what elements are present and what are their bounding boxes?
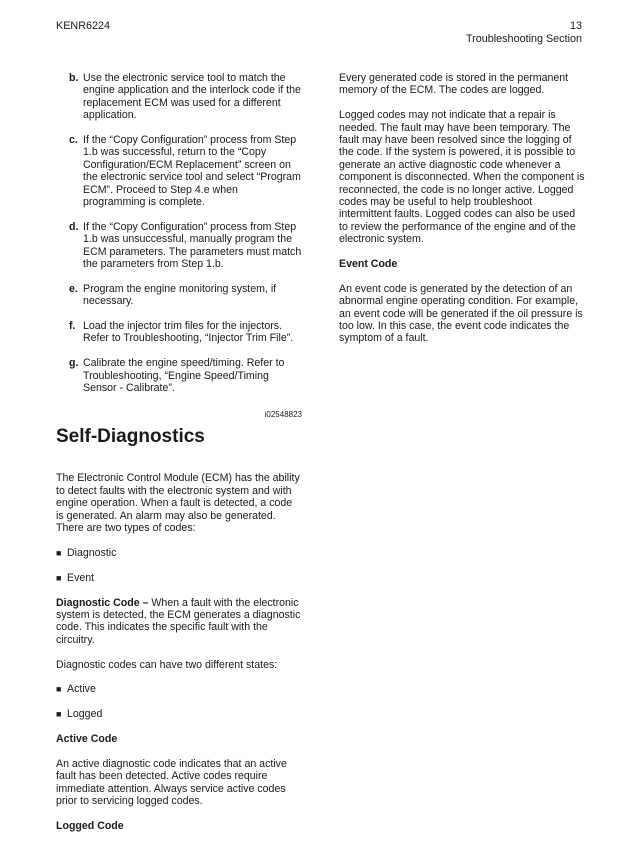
step-text: Program the engine monitoring system, if necessary. <box>83 282 277 308</box>
active-code-paragraph: An active diagnostic code indicates that an active fault has been detected. Active codes require immediate attention. Always service active codes prior to servicing logged codes. <box>56 757 287 807</box>
bullet-item <box>56 683 302 695</box>
step-b <box>56 72 302 122</box>
event-code-paragraph: An event code is generated by the detection of an abnormal engine operating condition. For example, an event code will be generated if the oil pressure is too low. In this case, the event code indicates the symptom of a fault. <box>339 282 583 345</box>
step-d <box>56 221 302 271</box>
logged-code-heading: Logged Code <box>56 819 124 832</box>
bullet-text: Event <box>67 571 95 584</box>
left-column <box>56 72 302 845</box>
step-label: b. <box>69 72 79 84</box>
event-code-heading: Event Code <box>339 258 398 271</box>
diagnostic-code-text: When a fault with the electronic system is detected, the ECM generates a diagnostic code. This indicates the specific fault with the circuitry. <box>56 596 301 646</box>
active-code-heading: Active Code <box>56 732 118 745</box>
step-label: c. <box>69 134 78 147</box>
step-label: g. <box>69 357 79 370</box>
bullet-item <box>56 547 302 559</box>
step-text: If the “Copy Configuration” process from Step 1.b was successful, return to the “Copy Configuration/ECM Replacement” screen on the electronic service tool and select “Program ECM”. Proceed to Step 4.e when programming is complete. <box>83 134 301 209</box>
step-f <box>56 320 302 345</box>
step-label: e. <box>69 282 78 295</box>
diagnostic-code-paragraph <box>56 597 302 647</box>
bullet-icon: ■ <box>56 709 62 720</box>
intro-paragraph: The Electronic Control Module (ECM) has the ability to detect faults with the electronic system and with engine operation. When a fault is detected, a code is generated. An alarm may also be generated. There are two types of codes: <box>56 472 300 535</box>
bullet-icon: ■ <box>56 572 62 583</box>
step-text: Load the injector trim files for the injectors. Refer to Troubleshooting, “Injector Trim File”. <box>83 320 294 345</box>
states-intro: Diagnostic codes can have two different states: <box>56 658 278 671</box>
step-c <box>56 134 302 208</box>
step-text: Calibrate the engine speed/timing. Refer to Troubleshooting, “Engine Speed/Timing Sensor - Calibrate”. <box>83 357 285 395</box>
logged-detail-paragraph: Logged codes may not indicate that a repair is needed. The fault may have been temporary. The fault may have been resolved since the logging of the code. If the system is powered, it is possible to generate an active diagnostic code whenever a component is disconnected. When the component is reconnected, the code is no longer active. Logged codes may be useful to help troubleshoot intermittent faults. Logged codes can also be used to review the performance of the engine and of the electronic system. <box>339 109 585 246</box>
bullet-item <box>56 572 302 584</box>
section-name: Troubleshooting Section <box>465 33 582 45</box>
step-text: Use the electronic service tool to match the engine application and the interlock code if the replacement ECM was used for a different application. <box>83 72 301 122</box>
document-number: KENR6224 <box>56 20 111 32</box>
section-title: Self-Diagnostics <box>56 426 205 448</box>
diagnostic-code-lead: Diagnostic Code – <box>56 596 149 609</box>
step-e <box>56 283 302 308</box>
page-header <box>466 20 582 46</box>
reference-id: i02548823 <box>264 410 302 420</box>
step-label: d. <box>69 220 79 233</box>
logged-storage-paragraph: Every generated code is stored in the permanent memory of the ECM. The codes are logged. <box>339 72 569 97</box>
right-column <box>339 72 585 357</box>
bullet-icon: ■ <box>56 684 62 695</box>
bullet-text: Diagnostic <box>67 546 117 559</box>
bullet-item <box>56 708 302 720</box>
bullet-text: Active <box>67 683 96 696</box>
step-text: If the “Copy Configuration” process from Step 1.b was unsuccessful, manually program the ECM parameters. The parameters must match the parameters from Step 1.b. <box>83 220 302 271</box>
bullet-icon: ■ <box>56 547 62 558</box>
page-number: 13 <box>569 20 582 32</box>
step-label: f. <box>69 320 76 333</box>
bullet-text: Logged <box>67 708 103 721</box>
step-g <box>56 357 302 394</box>
